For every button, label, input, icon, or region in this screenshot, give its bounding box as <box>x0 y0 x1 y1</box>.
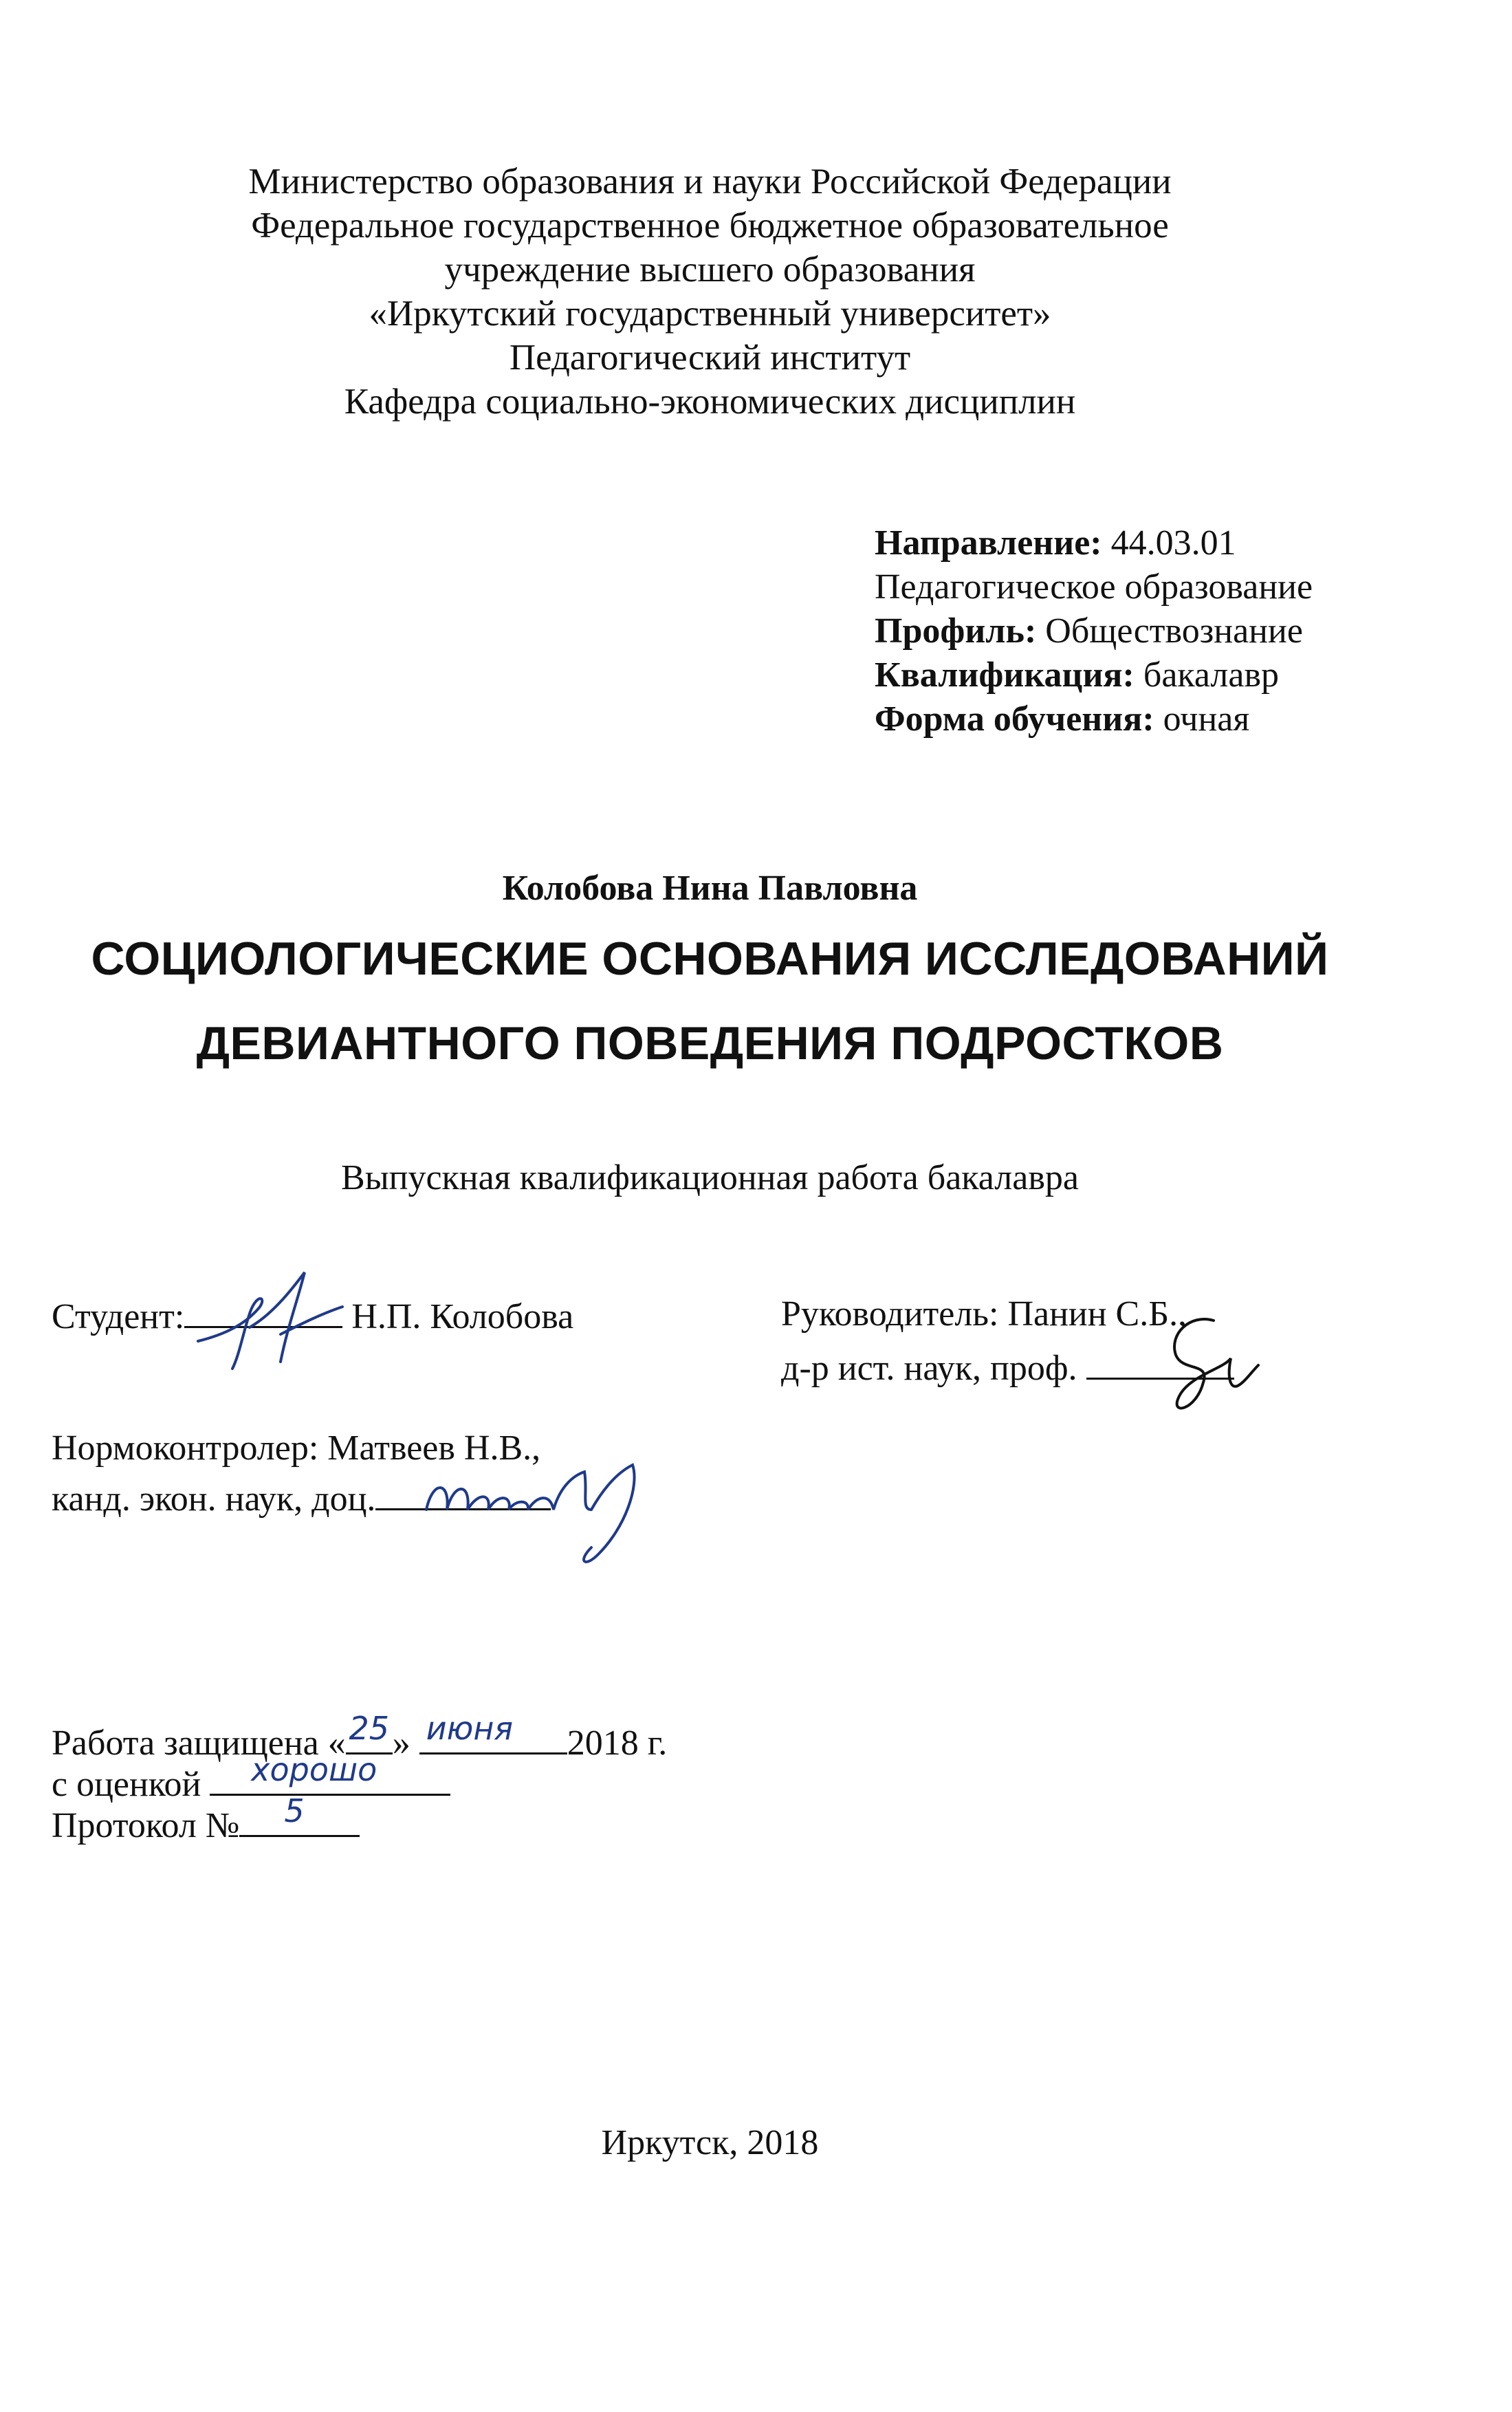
profile-line <box>875 609 1313 653</box>
department-name: Кафедра социально-экономических дисциплин <box>344 382 1076 422</box>
defense-quote-close: » <box>392 1724 419 1763</box>
author-name: Колобова Нина Павловна <box>502 869 918 908</box>
normcontrol-degree: канд. экон. наук, доц. <box>52 1479 376 1519</box>
study-form-value: очная <box>1154 699 1250 739</box>
student-label: Студент: <box>52 1297 185 1336</box>
student-signature <box>184 1259 363 1382</box>
protocol-line <box>52 1792 360 1847</box>
defense-label: Работа защищена « <box>52 1724 346 1763</box>
university-type-line-1: Федеральное государственное бюджетное образовательное <box>251 206 1169 246</box>
grade-value: хорошо <box>251 1751 377 1788</box>
qualification-line <box>875 653 1313 697</box>
normcontrol-signature <box>413 1444 674 1582</box>
ministry-line: Министерство образования и науки Российской Федерации <box>248 162 1172 202</box>
normcontrol-line-1: Нормоконтролер: Матвеев Н.В., <box>52 1428 541 1468</box>
institution-header <box>0 160 1420 424</box>
defense-year: 2018 г. <box>567 1724 668 1763</box>
supervisor-signature <box>1148 1293 1265 1431</box>
supervisor-line-1: Руководитель: Панин С.Б., <box>781 1294 1187 1334</box>
direction-line <box>875 521 1313 565</box>
university-type-line-2: учреждение высшего образования <box>444 250 976 290</box>
thesis-title-line-1: СОЦИОЛОГИЧЕСКИЕ ОСНОВАНИЯ ИССЛЕДОВАНИЙ <box>91 933 1329 985</box>
university-name: «Иркутский государственный университет» <box>369 294 1051 334</box>
profile-label: Профиль: <box>875 611 1037 651</box>
qualification-label: Квалификация: <box>875 655 1135 695</box>
program-info <box>875 521 1313 741</box>
study-form-line <box>875 697 1313 741</box>
work-type: Выпускная квалификационная работа бакалавра <box>341 1158 1079 1197</box>
city-year: Иркутск, 2018 <box>601 2123 819 2162</box>
defense-month-field <box>419 1710 567 1754</box>
thesis-title-line-2: ДЕВИАНТНОГО ПОВЕДЕНИЯ ПОДРОСТКОВ <box>196 1017 1224 1069</box>
student-name: Н.П. Колобова <box>342 1297 574 1336</box>
grade-field <box>210 1751 450 1796</box>
profile-value: Обществознание <box>1036 611 1303 651</box>
qualification-value: бакалавр <box>1134 655 1280 695</box>
grade-label: с оценкой <box>52 1765 210 1804</box>
protocol-number: 5 <box>284 1792 305 1829</box>
institute-name: Педагогический институт <box>509 338 911 378</box>
protocol-field <box>239 1792 360 1837</box>
grade-line <box>52 1751 450 1806</box>
direction-value: 44.03.01 <box>1102 523 1236 563</box>
defense-day: 25 <box>349 1710 389 1747</box>
protocol-label: Протокол № <box>52 1806 240 1845</box>
direction-name: Педагогическое образование <box>875 567 1313 607</box>
study-form-label: Форма обучения: <box>875 699 1154 739</box>
defense-month: июня <box>426 1710 514 1747</box>
supervisor-degree: д-р ист. наук, проф. <box>781 1349 1086 1388</box>
direction-label: Направление: <box>875 523 1102 563</box>
